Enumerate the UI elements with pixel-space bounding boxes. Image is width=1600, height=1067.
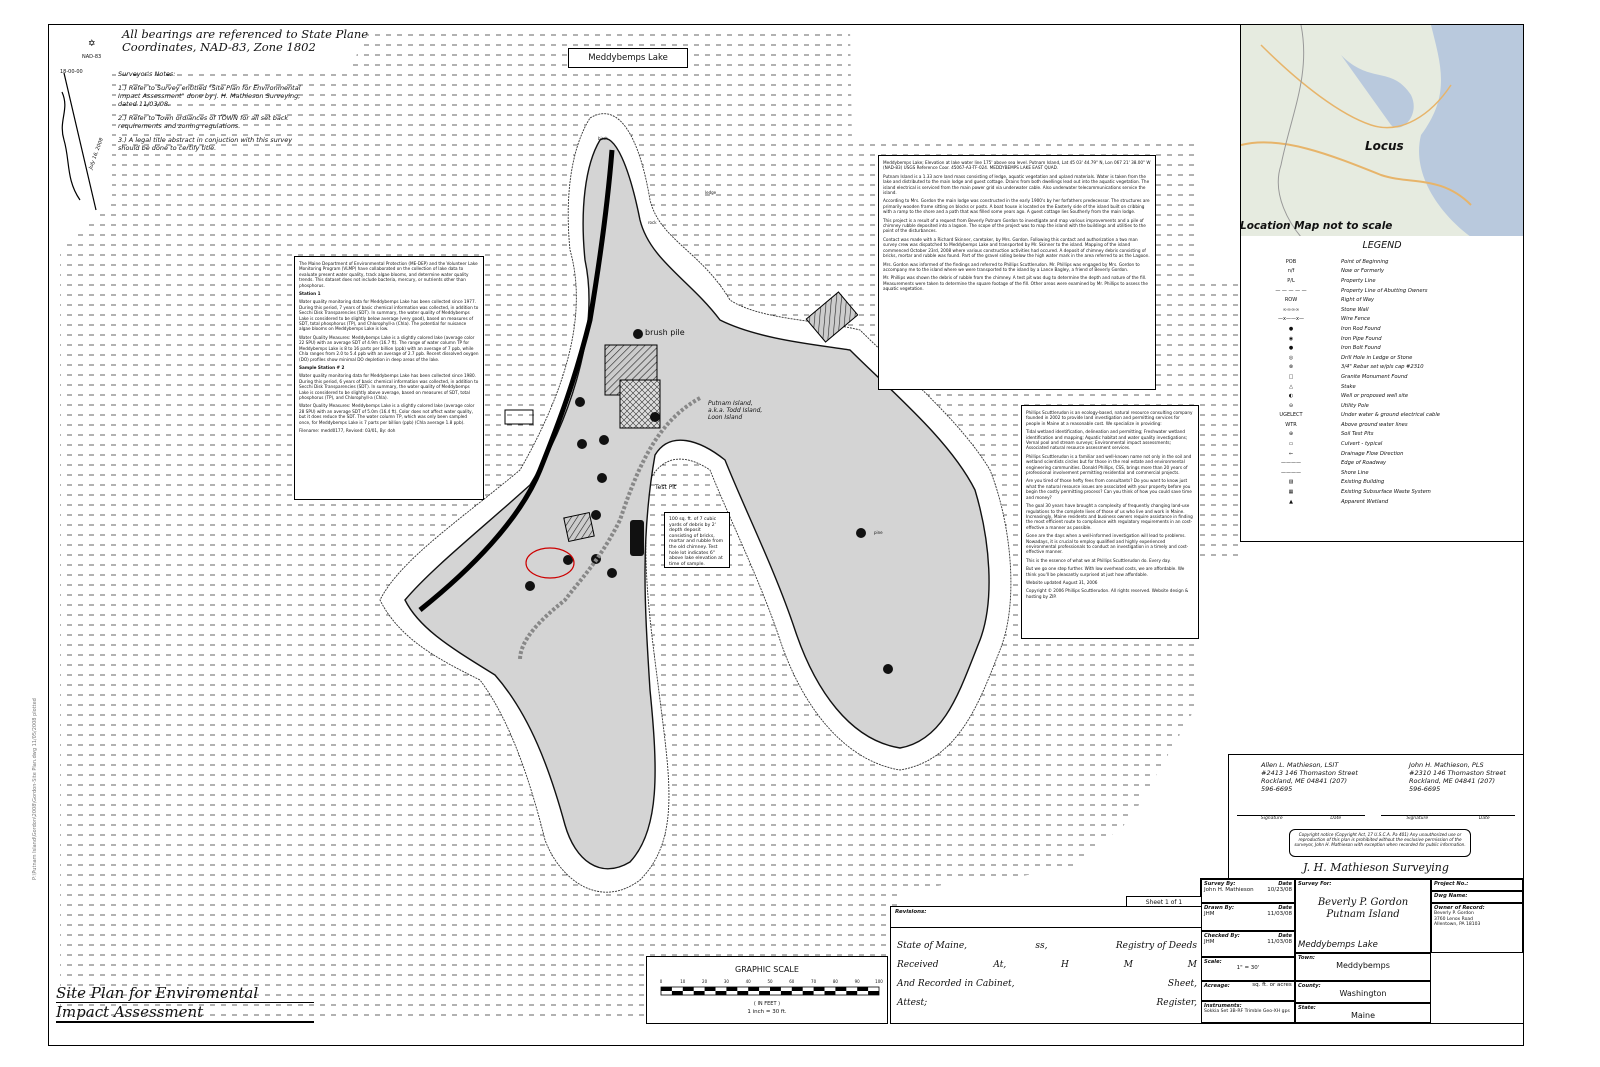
cons-p5: The goal 30 years have brought a complexity of frequently changing land-use regulations to the complete lives of those of us who live and work in Maine. Increasingly, Maine residents and business owners require assistance in finding the most efficient route to compliance with regulatory requirements in an cost-effective a manner as possible.: [1026, 503, 1193, 530]
drawn-by: JHM: [1204, 911, 1215, 917]
checked-date-label: Date: [1278, 933, 1292, 939]
bearing-line-1: All bearings are referenced to State Plane: [122, 27, 369, 41]
scale-inch: 1 inch = 30 ft.: [747, 1009, 787, 1015]
legend-symbol: ⊖: [1288, 402, 1294, 409]
cons-p3: Phillips Scuttlerudon is a familiar and well-known name not only in the soil and wetland scientists circles but for those in the real estate and environmental engineering communities. Donald Phillips, CSS, brings more than 20 years of professional involvement permitting residential and commercial projects.: [1026, 453, 1192, 476]
wq-p5: Sample Station # 2: [299, 364, 345, 370]
survey-by: John H. Mathieson: [1204, 887, 1254, 893]
graphic-scale: [646, 956, 888, 1024]
site-p1: Meddybemps Lake; Elevation at lake water line 175' above sea level. Putnam Island, Lat 45 03' 44.79" N, Lon 067 21' 38.00" W (NAD-83) USGS Reference Coor. 45067-A3-TF-024. MEDDYBEMPS LAKE EAST QUAD.: [883, 160, 1151, 171]
checked-date: 11/03/08: [1267, 939, 1292, 945]
date-signature: July 16, 2008: [88, 137, 105, 171]
legend-label: Utility Pole: [1341, 402, 1369, 409]
legend-label: Soil Test Pits: [1341, 431, 1374, 438]
scale-segment: [683, 987, 694, 991]
surveyor-2: [1409, 761, 1506, 793]
drawn-by-label: Drawn By:: [1204, 905, 1235, 911]
scale-tick-label: 60: [789, 979, 795, 984]
cons-p4: Are you tired of those hefty fees from consultants? Do you want to know just what the natural resource issues are associated with your property before you begin the costly permitting process? Can you think of how you could save time and money?: [1026, 478, 1192, 500]
owner-label: Owner of Record:: [1434, 905, 1485, 911]
survey-date: 10/23/08: [1267, 887, 1292, 893]
scale-segment: [857, 987, 868, 991]
legend-label: Culvert - typical: [1341, 441, 1383, 448]
scale-tick-label: 50: [767, 979, 773, 984]
town-value: Meddybemps: [1336, 961, 1390, 970]
bearing-line-2: Coordinates, NAD-83, Zone 1802: [122, 40, 316, 54]
legend-item: [1241, 420, 1523, 430]
guest-cottage: [564, 513, 594, 542]
legend-label: Stone Wall: [1341, 306, 1369, 313]
s1-name: Allen L. Mathieson, LSIT: [1261, 761, 1339, 769]
reg-at: At,: [993, 960, 1007, 970]
reg-m1: M: [1123, 960, 1133, 970]
legend-symbol: ————: [1281, 469, 1301, 476]
project-label: Project No.:: [1434, 881, 1469, 887]
s2-addr1: #2310 146 Thomaston Street: [1409, 769, 1506, 777]
legend-item: [1241, 401, 1523, 411]
reg-attest: Attest;: [897, 998, 928, 1008]
legend-symbol: ▦: [1288, 489, 1294, 496]
revisions-divider: [891, 927, 1201, 928]
scale-segment: [672, 991, 683, 995]
legend-label: Existing Subsurface Waste System: [1341, 489, 1431, 496]
scale-tick-label: 10: [680, 979, 686, 984]
survey-for-label: Survey For:: [1298, 881, 1332, 887]
cons-p8: But we go one step further. With low overhead costs, we are affordable. We think you'll be pleasantly surprised at just how affordable.: [1026, 566, 1185, 577]
cons-p7: This is the essence of what we at Phillips Scuttlerudon do. Every day.: [1026, 557, 1171, 563]
scale-segment: [726, 987, 737, 991]
scale-tick-label: 90: [854, 979, 860, 984]
legend-item: [1241, 382, 1523, 392]
county-value: Washington: [1339, 989, 1387, 998]
legend-item: [1241, 324, 1523, 334]
scale-tick-label: 100: [875, 979, 883, 984]
legend-item: [1241, 391, 1523, 401]
survey-for-cell: [1295, 879, 1431, 953]
revisions-block: [890, 906, 1202, 1024]
county-cell: [1295, 981, 1431, 1003]
revisions-label: Revisions:: [895, 909, 927, 915]
cons-p2: Tidal wetland identification, delineation and permitting; Freshwater wetland identification and mapping; Aquatic habitat and water quality investigations; Vernal pool and stream surveys; Environmental impact assessments; Associated natural resource assessment services.: [1026, 429, 1188, 451]
scale-label: Scale:: [1204, 959, 1222, 965]
sig-label-2: Signature: [1406, 816, 1429, 821]
instruments-cell: [1201, 1001, 1295, 1023]
owner-addr2: Allentown, PA 18103: [1434, 922, 1481, 927]
cons-p10: Copyright © 2006 Phillips Scuttlerudon. All rights reserved. Website design & hosting by ZIP.: [1026, 588, 1189, 599]
checked-by-label: Checked By:: [1204, 933, 1240, 939]
pine-label: pine: [874, 530, 883, 535]
dwg-label: Dwg Name:: [1434, 893, 1468, 899]
legend-symbol: ▲: [1289, 498, 1293, 505]
legend-label: Now or Formerly: [1341, 268, 1385, 275]
legend-item: [1241, 363, 1523, 373]
owner-addr1: 3760 Lenox Road: [1434, 916, 1473, 922]
legend-item: [1241, 468, 1523, 478]
wq-p4: Water Quality Measures: Meddybemps Lake is a slightly colored lake (average color 22 SPU) with an average SDT of 4.9m (16.7 ft). The range of water column TP for Meddybemps Lake is 8 to 16 parts per billion (ppb) with an average of 7 ppb, while Chla ranges from 2.0 to 5.4 ppb with an average of 2.7 ppb. Recent dissolved oxygen (DO) profiles show minimal DO depletion in deep areas of the lake.: [299, 334, 479, 362]
state-label: State:: [1298, 1005, 1316, 1011]
legend-label: Existing Building: [1341, 479, 1385, 486]
legend-item: [1241, 497, 1523, 507]
legend-symbol: ————: [1281, 460, 1301, 467]
legend-symbol: n/f: [1287, 268, 1295, 275]
legend-symbol: ⊕: [1288, 431, 1294, 438]
legend-label: Apparent Wetland: [1341, 498, 1389, 505]
scale-segment: [716, 991, 727, 995]
rock-label: rock: [648, 220, 657, 225]
legend-item: [1241, 439, 1523, 449]
scale-tick-label: 0: [659, 979, 663, 984]
registry-text: [897, 937, 1197, 1013]
wq-p1: The Maine Department of Environmental Protection (ME-DEP) and the Volunteer Lake Monitoring Program (VLMP) have collaborated on the collection of lake data to evaluate present water quality, track algae blooms, and determine water quality trends. This dataset does not include bacteria, mercury, or nutrients other than phosphorus.: [299, 261, 478, 288]
legend-symbol: ◉: [1288, 335, 1294, 342]
legend-label: Shore Line: [1341, 469, 1369, 476]
notes-heading: Surveyor's Notes:: [118, 70, 176, 78]
acreage-cell: [1201, 981, 1295, 1001]
nad-label: NAD-83: [82, 54, 102, 60]
scale-segment: [868, 991, 879, 995]
legend-symbol: — — — — —: [1275, 287, 1307, 294]
reg-registry: Registry of Deeds: [1115, 941, 1197, 951]
legend-symbol: ●: [1288, 345, 1294, 352]
legend-label: Under water & ground electrical cable: [1341, 412, 1440, 419]
wq-p8: Filename: medd0177, Revised: 03/01, By: doh: [299, 427, 396, 433]
sig-label-1: Signature: [1260, 816, 1283, 821]
title-line-2: Impact Assessment: [56, 1003, 314, 1022]
ledge-label: ledge: [705, 190, 717, 195]
birch-label: birch: [598, 136, 608, 141]
legend-symbol: UGELECT: [1279, 412, 1303, 419]
scale-tick-label: 80: [832, 979, 838, 984]
drawn-date-label: Date: [1278, 905, 1292, 911]
legend-item: [1241, 487, 1523, 497]
scale-segment: [803, 991, 814, 995]
scale-segment: [781, 991, 792, 995]
scale-segment: [705, 987, 716, 991]
title-block: [1200, 878, 1524, 1024]
legend-symbol: ⊗: [1288, 364, 1294, 371]
date-label-2: Date: [1478, 816, 1490, 821]
location-map-drawing: [1241, 25, 1523, 237]
legend-item: [1241, 343, 1523, 353]
acreage-value: sq. ft. or acres: [1252, 982, 1292, 988]
survey-by-label: Survey By:: [1204, 881, 1236, 887]
s2-phone: 596-6695: [1409, 785, 1441, 793]
legend-symbol: ROW: [1284, 297, 1298, 304]
brush-pile-label: brush pile: [645, 328, 685, 337]
legend-label: Well or proposed well site: [1341, 393, 1409, 400]
reg-m2: M: [1187, 960, 1197, 970]
legend-label: Wire Fence: [1341, 316, 1371, 323]
site-p5: Contact was made with a Richard Skinner, caretaker, by Mrs. Gordon. Following this contact and authorization a two man survey crew was dispatched to Meddybemps Lake and transported by Mr. Skinner to the island. Mapping of the island commenced October 23rd, 2008 where various construction activities had occured. A deposit of chimney debris consisting of bricks, mortar and rubble was found. Part of the gravel siding below the high water mark in the area referred to as the Lagoon.: [883, 236, 1150, 259]
legend-item: [1241, 257, 1523, 267]
owner-cell: [1431, 903, 1523, 953]
legend-label: Stake: [1341, 383, 1356, 390]
note-1: 1.) Refer to Survey entitled "Site Plan for Environmental Impact Assessment" done by J. H. Mathieson Surveying, dated 11/03/08.: [118, 84, 301, 108]
sig-line-2: [1381, 815, 1515, 821]
legend-symbol: ●: [1288, 325, 1294, 332]
scale-tick-label: 20: [702, 979, 708, 984]
scale-tick-label: 70: [811, 979, 817, 984]
reg-sheet: Sheet,: [1167, 979, 1197, 989]
s2-addr2: Rockland, ME 04841 (207): [1409, 777, 1496, 785]
test-pit-label: Test Pit: [655, 484, 677, 491]
cons-p6: Gone are the days when a well-informed investigation will lead to problems. Nowadays, it is crucial to employ qualified and highly experienced environmental professionals to conduct an investigation in a timely and cost-effective manner.: [1026, 533, 1189, 555]
legend-item: [1241, 478, 1523, 488]
owner-name: Beverly P. Gordon: [1434, 911, 1474, 916]
scale-segment: [792, 987, 803, 991]
drawn-by-cell: [1201, 903, 1295, 931]
test-pit-mark: [630, 520, 644, 556]
legend-label: Iron Pipe Found: [1341, 335, 1382, 342]
client-site: Putnam Island: [1326, 909, 1400, 920]
reg-register: Register,: [1156, 998, 1197, 1008]
legend-rows: [1241, 257, 1523, 506]
legend-symbol: WTR: [1285, 421, 1297, 428]
s1-addr1: #2413 146 Thomaston Street: [1261, 769, 1358, 777]
drawn-date: 11/03/08: [1267, 911, 1292, 917]
lake-name: Meddybemps Lake: [1298, 940, 1378, 950]
dwg-cell: [1431, 891, 1523, 903]
legend-label: Edge of Roadway: [1341, 460, 1387, 467]
legend-item: [1241, 267, 1523, 277]
surveyor-block: [1228, 754, 1524, 880]
wq-p6: Water quality monitoring data for Meddybemps Lake has been collected since 1980. During this period, 6 years of basic chemical information was collected, in addition to Secchi Disk Transparencies (SDT). In summary, the water quality of Meddybemps Lake is considered to be slightly above average, based on measures of SDT, total phosphorus (TP), and Chlorophyll-a (Chla).: [299, 373, 479, 400]
legend-item: [1241, 430, 1523, 440]
legend-symbol: □: [1288, 373, 1294, 380]
consultant-textbox: [1021, 405, 1199, 639]
legend-item: [1241, 315, 1523, 325]
legend-symbol: ⇐: [1288, 450, 1294, 457]
note-3: 3.) A legal title abstract in conjuction with this survey should be done to certify title.: [118, 136, 293, 152]
legend-label: 3/4" Rebar set w/pls cap #2310: [1341, 364, 1424, 371]
svg-text:✡: ✡: [88, 39, 96, 49]
s1-addr2: Rockland, ME 04841 (207): [1261, 777, 1348, 785]
scale-in-feet: ( IN FEET ): [753, 1001, 781, 1007]
scale-segment: [825, 991, 836, 995]
bearing-note: [122, 28, 368, 54]
scale-value: 1" = 30': [1236, 965, 1260, 971]
cons-p9: Website updated August 31, 2006: [1026, 579, 1098, 585]
title-line-1: Site Plan for Enviromental: [56, 984, 314, 1003]
scale-segment: [694, 991, 705, 995]
s2-name: John H. Mathieson, PLS: [1409, 761, 1484, 769]
drawing-title: [56, 984, 314, 1023]
survey-date-label: Date: [1278, 881, 1292, 887]
town-cell: [1295, 953, 1431, 981]
site-p4: This project is a result of a request from Beverly Putnam Gordon to investigate and map various improvements and a pile of chimney rubble deposited into a lagoon. The scope of the project was to map the island with the buildings and utilities to the point of the disturbances.: [883, 217, 1146, 234]
scale-tick-label: 30: [723, 979, 729, 984]
cons-p1: Phillips Scuttlerudon is an ecology-based, natural resource consulting company founded in 2002 to provide land investigation and permitting services for people in Maine at a reasonable cost. We specialize in providing:: [1026, 410, 1193, 426]
reg-h: H: [1061, 960, 1069, 970]
legend-label: Iron Rod Found: [1341, 325, 1381, 332]
wq-p7: Water Quality Measures: Meddybemps Lake is a slightly colored lake (average color 28 SPU) with an average SDT of 5.0m (16.4 ft). Color does not affect water quality, but it does reduce the SDT. The water column TP, which was only been sampled once, for Meddybemps Lake is 7 parts per billion (ppb) (Chla average 1.8 ppb).: [299, 403, 475, 425]
site-p7: Mr. Phillips was shown the debris of rubble from the chimney. A test pit was dug to determine the depth and nature of the fill. Measurements were taken to determine the square footage of the fill. Other areas were examined by Mr. Phillips to assess the aquatic vegetation.: [883, 275, 1148, 292]
lake-label: Meddybemps Lake: [568, 48, 688, 68]
state-value: Maine: [1350, 1011, 1376, 1020]
s1-phone: 596-6695: [1261, 785, 1293, 793]
legend-title: LEGEND: [1362, 240, 1402, 251]
north-angle: 18-00-00: [60, 69, 83, 75]
scale-segment: [759, 991, 770, 995]
legend-item: [1241, 353, 1523, 363]
file-path: P:\Putnam Island\Gordon\2008\Gordon-Site Plan.dwg 11/05/2008 plotted: [32, 698, 38, 880]
reg-state: State of Maine,: [897, 941, 968, 951]
acreage-label: Acreage:: [1204, 983, 1230, 989]
surveyor-1: [1261, 761, 1358, 793]
legend-item: [1241, 295, 1523, 305]
copyright-notice: Copyright notice (Copyright Act, 17 U.S.C.A. Pa 401) Any unauthorized use or reproduction of this plan is prohibited without the exclusive permission of the surveyor, John H. Mathieson with exception when recorded for public information.: [1289, 829, 1471, 857]
legend-symbol: POB: [1285, 258, 1297, 265]
legend-item: [1241, 372, 1523, 382]
reg-received: Received: [897, 960, 939, 970]
legend-label: Property Line: [1341, 277, 1376, 284]
town-label: Town:: [1298, 955, 1315, 961]
sig-line-1: [1237, 815, 1365, 821]
location-map: [1240, 24, 1524, 238]
reg-ss: ss,: [1035, 941, 1048, 951]
legend-label: Iron Bolt Found: [1341, 345, 1381, 352]
wq-p3: Water quality monitoring data for Meddybemps Lake has been collected since 1977. During this period, 7 years of basic chemical information was collected, in addition to Secchi Disk Transparencies (SDT). In summary, the water quality of Meddybemps Lake is considered to be slightly below average (very good), based on measures of SDT, total phosphorus (TP), and Chlorophyll-a (Chla). The potential for nuisance algae blooms on Meddybemps Lake is low.: [299, 299, 479, 332]
legend-item: [1241, 334, 1523, 344]
company-name: J. H. Mathieson Surveying: [1303, 861, 1449, 874]
survey-by-cell: [1201, 879, 1295, 903]
water-quality-textbox: [294, 256, 484, 500]
legend-item: [1241, 458, 1523, 468]
legend-label: Above ground water lines: [1341, 421, 1408, 428]
legend-item: [1241, 286, 1523, 296]
legend-symbol: △: [1289, 383, 1293, 390]
scale-segment: [814, 987, 825, 991]
legend-symbol: P/L: [1287, 277, 1295, 284]
scale-segment: [835, 987, 846, 991]
project-cell: [1431, 879, 1523, 891]
legend-item: [1241, 305, 1523, 315]
scale-tick-label: 40: [745, 979, 751, 984]
legend-item: [1241, 411, 1523, 421]
legend-label: Property Line of Abutting Owners: [1341, 287, 1428, 294]
instruments-label: Instruments:: [1204, 1003, 1242, 1009]
legend-label: Point of Beginning: [1341, 258, 1389, 265]
sheet-number: Sheet 1 of 1: [1126, 896, 1202, 909]
legend-label: Right of Way: [1341, 297, 1375, 304]
date-label-1: Date: [1330, 816, 1342, 821]
site-description-textbox: [878, 155, 1156, 390]
scale-segment: [661, 987, 672, 991]
legend-symbol: ▭: [1288, 441, 1294, 448]
county-label: County:: [1298, 983, 1321, 989]
legend-label: Drainage Flow Direction: [1341, 450, 1404, 457]
graphic-scale-title: GRAPHIC SCALE: [735, 965, 799, 974]
scale-cell: [1201, 957, 1295, 981]
north-arrow: [62, 39, 96, 210]
legend-symbol: ▨: [1288, 479, 1294, 486]
scale-segment: [846, 991, 857, 995]
scale-segment: [737, 991, 748, 995]
island-name: Putnam Island, a.k.a. Todd Island, Loon Island: [708, 400, 763, 421]
locus-label: Locus: [1365, 139, 1404, 153]
legend-symbol: ∞∞∞∞: [1282, 306, 1300, 313]
legend-label: Granite Monument Found: [1341, 373, 1408, 380]
legend-label: Drill Hole in Ledge or Stone: [1341, 354, 1413, 361]
site-p2: Putnam Island is a 1.33 acre land mass consisting of ledge, aquatic vegetation and upland materials. Water is taken from the lake and distributed to the main lodge and guest cottage. Drains from both dwellings lead out into the aquatic vegetation. The island electrical is serviced from the main power grid via underwater cable. Also underwater telecommunications service the island.: [883, 173, 1150, 196]
legend-symbol: ◎: [1288, 354, 1294, 361]
state-cell: [1295, 1003, 1431, 1023]
instruments-value: Sokkia Set 3B-RF Trimble Geo-XH gps: [1204, 1009, 1290, 1014]
test-pit-note: 100 sq. ft. of 7 cubic yards of debris by 2' depth deposit consisting of bricks, mortar and rubble from the old chimney. Test hole lot indicates 6" above lake elevation at time of sample.: [664, 512, 730, 568]
surveyor-notes: [118, 70, 308, 158]
site-p6: Mrs. Gordon was informed of the findings and referred to Phillips Scuttlerudon. Mr. Phillips was engaged by Mrs. Gordon to accompany me to the island where we were transported to the island by a Lance Bagley, a friend of Beverly Gordon.: [883, 261, 1140, 272]
scale-segment: [770, 987, 781, 991]
site-p3: According to Mrs. Gordon the main lodge was constructed in the early 1900's by her forfathers predecessor. The structures are primarily wooden frame sitting on blocks or posts. A boat house is located on the Easterly side of the island built on cribbing with a ramp to the shore and a path that was filled some years ago. A guest cottage lies Southerly from the main lodge.: [883, 198, 1150, 215]
client-name: Beverly P. Gordon: [1317, 897, 1409, 908]
reg-recorded: And Recorded in Cabinet,: [897, 979, 1015, 989]
locus-caption: Location Map not to scale: [1240, 220, 1393, 232]
legend-item: [1241, 276, 1523, 286]
legend-item: [1241, 449, 1523, 459]
legend-symbol: ◐: [1288, 393, 1294, 400]
note-2: 2.) Refer to Town ordiances of TOWN for all set back requirements and zoning regulations.: [118, 114, 289, 130]
wq-p2: Station 1: [299, 291, 321, 297]
checked-by-cell: [1201, 931, 1295, 957]
scale-segment: [748, 987, 759, 991]
checked-by: JHM: [1204, 939, 1215, 945]
legend-symbol: —x——x—: [1278, 316, 1304, 323]
legend: [1240, 236, 1524, 542]
